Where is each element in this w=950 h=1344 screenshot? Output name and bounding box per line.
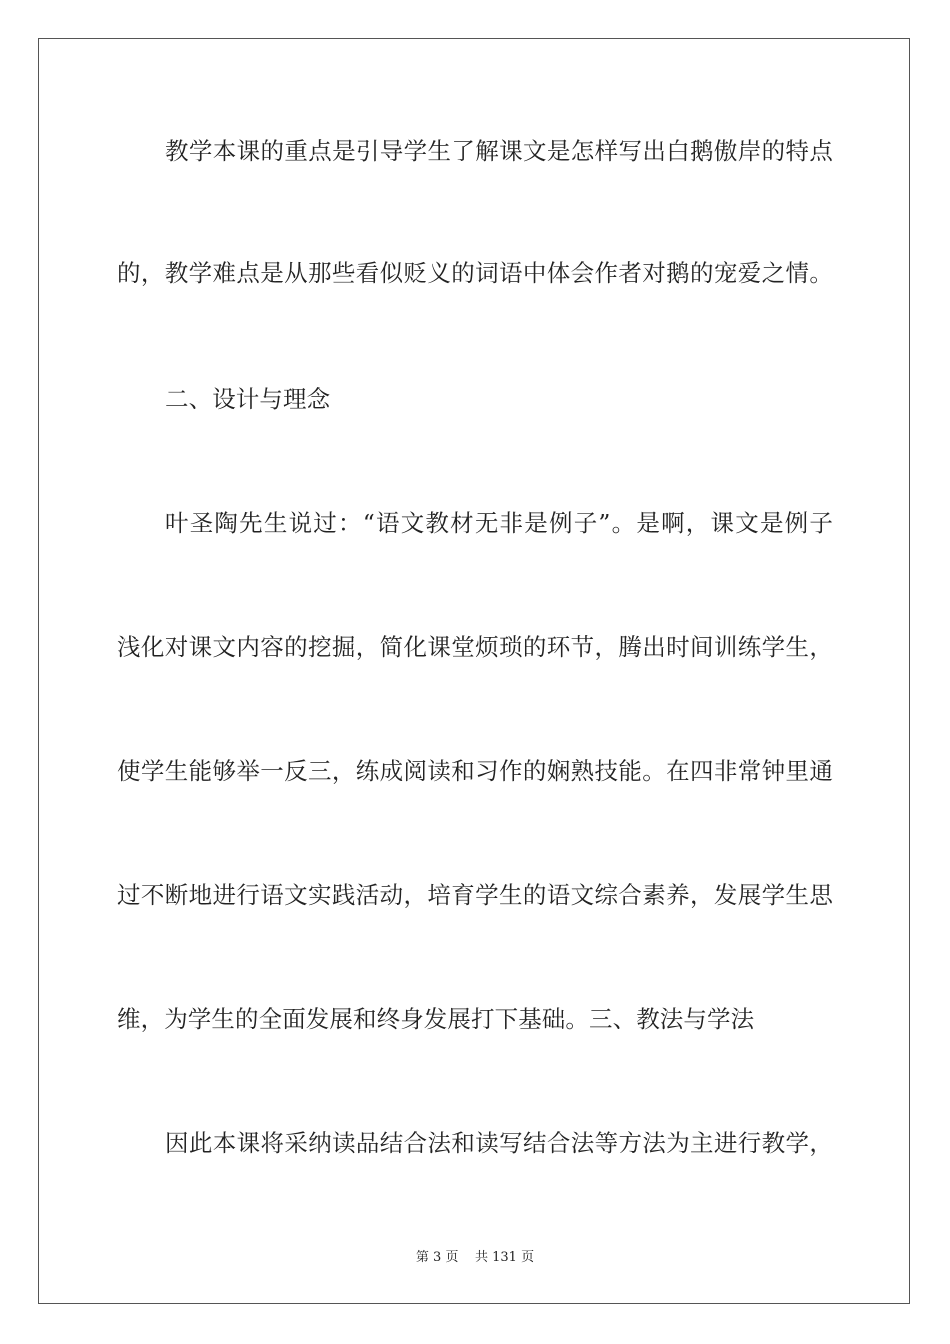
page-border [38, 38, 910, 1304]
paragraph-line-9: 因此本课将采纳读品结合法和读写结合法等方法为主进行教学， [165, 1129, 833, 1157]
section-heading-design: 二、设计与理念 [165, 385, 331, 413]
paragraph-line-8: 维，为学生的全面发展和终身发展打下基础。三、教法与学法 [117, 1005, 755, 1033]
paragraph-line-6: 使学生能够举一反三，练成阅读和习作的娴熟技能。在四非常钟里通 [117, 757, 833, 785]
paragraph-line-1: 教学本课的重点是引导学生了解课文是怎样写出白鹅傲岸的特点 [165, 137, 833, 165]
paragraph-line-7: 过不断地进行语文实践活动，培育学生的语文综合素养，发展学生思 [117, 881, 833, 909]
paragraph-line-4: 叶圣陶先生说过：“语文教材无非是例子”。是啊，课文是例子 [165, 509, 833, 537]
paragraph-line-2: 的，教学难点是从那些看似贬义的词语中体会作者对鹅的宠爱之情。 [117, 259, 833, 287]
page-number-footer: 第 3 页 共 131 页 [415, 1250, 535, 1265]
paragraph-line-5: 浅化对课文内容的挖掘，简化课堂烦琐的环节，腾出时间训练学生， [117, 633, 833, 661]
